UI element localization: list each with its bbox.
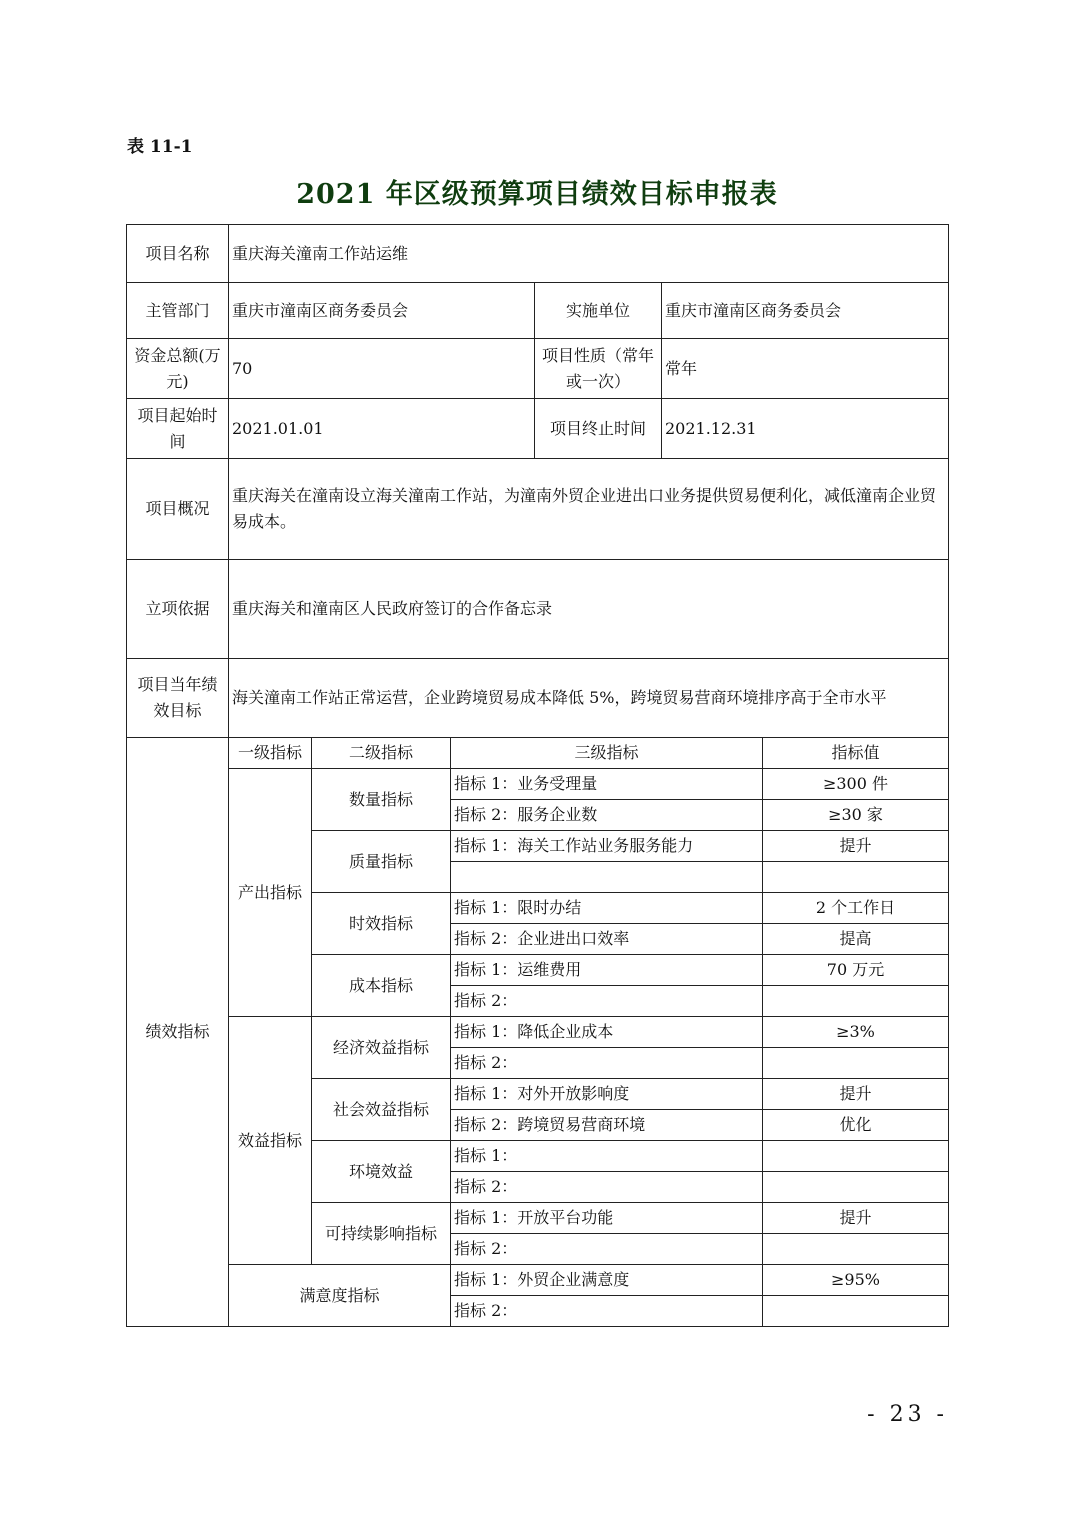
indicator-value: 提升 <box>763 1079 949 1110</box>
project-name-row <box>127 225 949 283</box>
nature-value: 常年 <box>662 339 949 399</box>
indicator-name: 指标 1：开放平台功能 <box>451 1203 763 1234</box>
basis-label: 立项依据 <box>127 560 229 659</box>
performance-indicator-table <box>126 737 949 1327</box>
sustain-indicator-label: 可持续影响指标 <box>312 1203 451 1265</box>
basis-value: 重庆海关和潼南区人民政府签订的合作备忘录 <box>229 560 949 659</box>
indicator-value: 提升 <box>763 1203 949 1234</box>
indicator-name: 指标 1：运维费用 <box>451 955 763 986</box>
table-label: 表 11-1 <box>127 137 193 157</box>
quality-indicator-label: 质量指标 <box>312 831 451 893</box>
implementer-label: 实施单位 <box>535 283 662 339</box>
indicator-value: ≥95% <box>763 1265 949 1296</box>
indicator-name: 指标 1：对外开放影响度 <box>451 1079 763 1110</box>
indicator-value: 优化 <box>763 1110 949 1141</box>
indicator-name: 指标 2：跨境贸易营商环境 <box>451 1110 763 1141</box>
start-value: 2021.01.01 <box>229 399 535 459</box>
implementer-value: 重庆市潼南区商务委员会 <box>662 283 949 339</box>
indicator-value: 提高 <box>763 924 949 955</box>
header-level-1: 一级指标 <box>229 738 312 769</box>
overview-row <box>127 459 949 560</box>
project-info-table <box>126 224 949 738</box>
page-number: - 23 - <box>867 1402 948 1427</box>
header-value: 指标值 <box>763 738 949 769</box>
start-label: 项目起始时间 <box>127 399 229 459</box>
table-row <box>127 1265 949 1296</box>
indicator-value: ≥30 家 <box>763 800 949 831</box>
header-level-2: 二级指标 <box>312 738 451 769</box>
indicator-value <box>763 862 949 893</box>
indicator-name: 指标 1：外贸企业满意度 <box>451 1265 763 1296</box>
indicator-value <box>763 986 949 1017</box>
goal-row <box>127 659 949 738</box>
indicator-value: ≥3% <box>763 1017 949 1048</box>
indicator-name: 指标 2：企业进出口效率 <box>451 924 763 955</box>
indicator-value <box>763 1172 949 1203</box>
social-indicator-label: 社会效益指标 <box>312 1079 451 1141</box>
indicator-name: 指标 2： <box>451 1048 763 1079</box>
benefit-indicator-label: 效益指标 <box>229 1017 312 1265</box>
indicator-value <box>763 1296 949 1327</box>
table-row <box>127 769 949 800</box>
indicator-name: 指标 1：海关工作站业务服务能力 <box>451 831 763 862</box>
indicator-name: 指标 1：业务受理量 <box>451 769 763 800</box>
environment-indicator-label: 环境效益 <box>312 1141 451 1203</box>
indicator-value <box>763 1141 949 1172</box>
indicator-value: 70 万元 <box>763 955 949 986</box>
indicator-name: 指标 2： <box>451 1296 763 1327</box>
funds-row <box>127 339 949 399</box>
department-label: 主管部门 <box>127 283 229 339</box>
project-name-label: 项目名称 <box>127 225 229 283</box>
basis-row <box>127 560 949 659</box>
end-label: 项目终止时间 <box>535 399 662 459</box>
indicator-value: 提升 <box>763 831 949 862</box>
indicator-value: 2 个工作日 <box>763 893 949 924</box>
timeliness-indicator-label: 时效指标 <box>312 893 451 955</box>
indicator-name: 指标 2：服务企业数 <box>451 800 763 831</box>
project-name-value: 重庆海关潼南工作站运维 <box>229 225 949 283</box>
goal-label: 项目当年绩效目标 <box>127 659 229 738</box>
indicator-name: 指标 1：限时办结 <box>451 893 763 924</box>
page-title: 2021 年区级预算项目绩效目标申报表 <box>296 179 778 210</box>
output-indicator-label: 产出指标 <box>229 769 312 1017</box>
overview-label: 项目概况 <box>127 459 229 560</box>
economic-indicator-label: 经济效益指标 <box>312 1017 451 1079</box>
indicator-name <box>451 862 763 893</box>
funds-value: 70 <box>229 339 535 399</box>
goal-value: 海关潼南工作站正常运营，企业跨境贸易成本降低 5%，跨境贸易营商环境排序高于全市水平 <box>229 659 949 738</box>
indicator-value: ≥300 件 <box>763 769 949 800</box>
period-row <box>127 399 949 459</box>
header-level-3: 三级指标 <box>451 738 763 769</box>
department-value: 重庆市潼南区商务委员会 <box>229 283 535 339</box>
indicator-name: 指标 2： <box>451 1234 763 1265</box>
overview-value: 重庆海关在潼南设立海关潼南工作站，为潼南外贸企业进出口业务提供贸易便利化，减低潼南企业贸易成本。 <box>229 459 949 560</box>
indicator-name: 指标 2： <box>451 986 763 1017</box>
indicator-name: 指标 2： <box>451 1172 763 1203</box>
cost-indicator-label: 成本指标 <box>312 955 451 1017</box>
funds-label: 资金总额(万元) <box>127 339 229 399</box>
quantity-indicator-label: 数量指标 <box>312 769 451 831</box>
indicator-value <box>763 1048 949 1079</box>
indicator-name: 指标 1：降低企业成本 <box>451 1017 763 1048</box>
department-row <box>127 283 949 339</box>
perf-header-row <box>127 738 949 769</box>
satisfaction-indicator-label: 满意度指标 <box>229 1265 451 1327</box>
table-row <box>127 1017 949 1048</box>
perf-section-label: 绩效指标 <box>127 738 229 1327</box>
nature-label: 项目性质（常年或一次） <box>535 339 662 399</box>
indicator-name: 指标 1： <box>451 1141 763 1172</box>
end-value: 2021.12.31 <box>662 399 949 459</box>
indicator-value <box>763 1234 949 1265</box>
